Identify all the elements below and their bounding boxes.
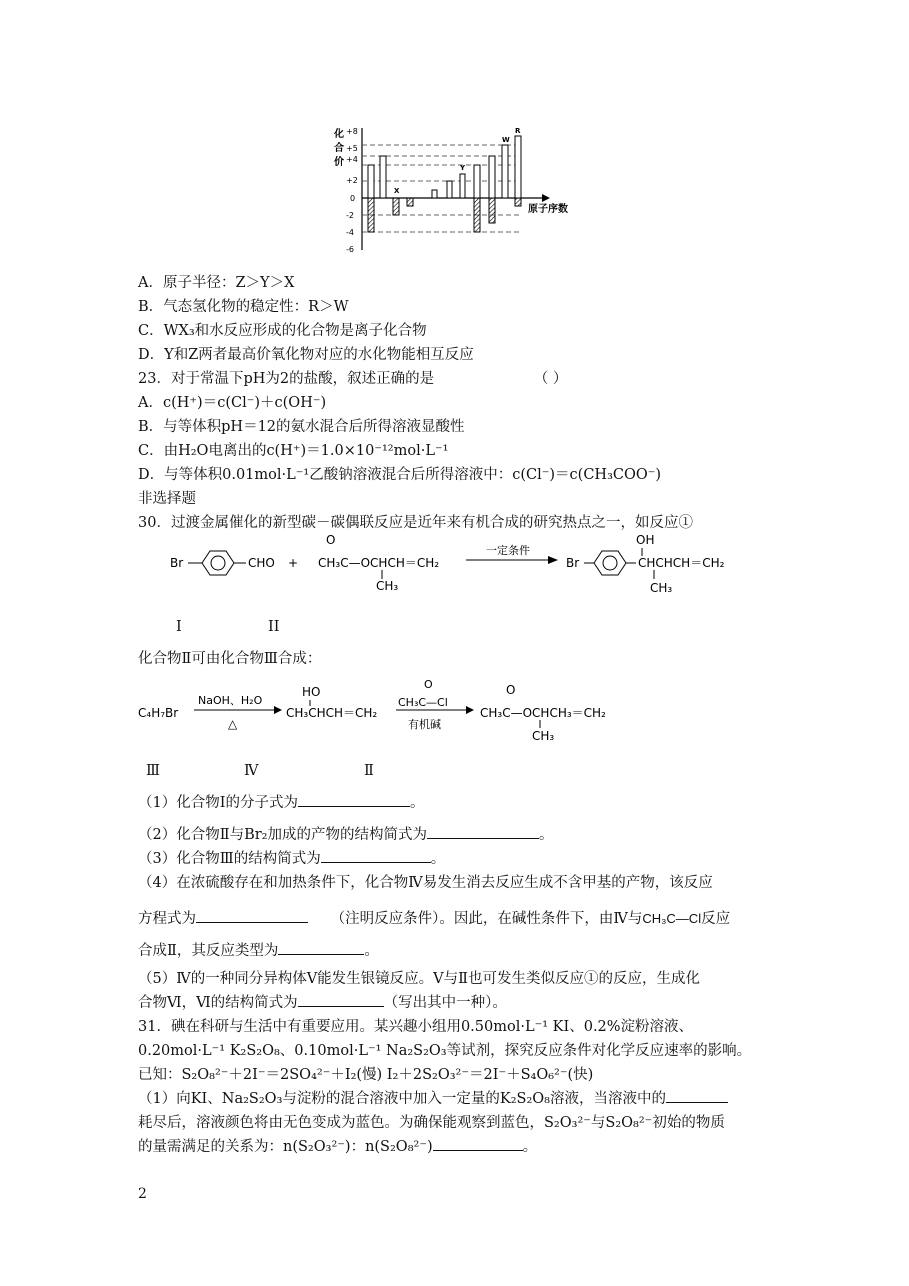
q30-part-5-text-a: 合物Ⅵ，Ⅵ的结构简式为 (138, 995, 298, 1011)
acetyl-chloride-formula: CH₃C—Cl (642, 911, 702, 926)
q30-part-1 (138, 792, 424, 814)
q31-line4 (138, 1088, 728, 1110)
r2-intermediate: CH₃CHCH＝CH₂ (286, 706, 378, 720)
q31-line5: 耗尽后，溶液颜色将由无色变成为蓝色。为确保能观察到蓝色，S₂O₃²⁻与S₂O₈²⁻初始的物质 (138, 1115, 725, 1131)
reaction-1-scheme (168, 532, 808, 602)
letter-r: R (515, 127, 521, 135)
r2-cond1-top: NaOH、H₂O (198, 694, 263, 707)
ytick: +5 (346, 144, 358, 153)
q30-stem: 30．过渡金属催化的新型碳－碳偶联反应是近年来有机合成的研究热点之一，如反应① (138, 515, 693, 531)
answer-blank[interactable] (298, 992, 384, 1007)
r1-label-i: I (176, 619, 182, 635)
q30-part-3-text: （3）化合物Ⅲ的结构简式为 (138, 851, 321, 867)
letter-y: Y (460, 164, 466, 172)
valence-graph (332, 124, 582, 259)
letter-w: W (502, 136, 510, 144)
r1-condition: 一定条件 (486, 544, 530, 557)
r1-product-main: CHCHCH＝CH₂ (638, 556, 725, 570)
period: 。 (430, 851, 446, 867)
letter-x: X (394, 187, 400, 195)
q23-stem (138, 368, 567, 390)
section-heading: 非选择题 (138, 491, 196, 507)
ytick: +2 (346, 176, 358, 185)
ytick: -4 (346, 228, 354, 237)
period: 。 (522, 1139, 538, 1155)
q30-part-4-text-a: 方程式为 (138, 911, 196, 927)
q23-option-b: B．与等体积pH＝12的氨水混合后所得溶液显酸性 (138, 419, 465, 435)
r2-start: C₄H₇Br (138, 706, 179, 720)
q31-line2: 0.20mol·L⁻¹ K₂S₂O₈、0.10mol·L⁻¹ Na₂S₂O₃等试剂，探究反应条件对化学反应速率的影响。 (138, 1043, 752, 1059)
q23-option-d: D．与等体积0.01mol·L⁻¹乙酸钠溶液混合后所得溶液中：c(Cl⁻)＝c(CH₃COO⁻) (138, 467, 662, 483)
q30-part-3 (138, 848, 445, 870)
r2-cond1-bottom: △ (228, 717, 238, 731)
period: 。 (409, 795, 425, 811)
r1-product-ch3: CH₃ (650, 581, 673, 595)
answer-blank[interactable] (666, 1088, 728, 1103)
period: 。 (364, 943, 379, 959)
r1-label-ii: II (268, 619, 280, 635)
r2-int-ho: HO (302, 685, 321, 699)
q22-option-b: B．气态氢化物的稳定性：R＞W (138, 299, 349, 315)
q22-option-d: D．Y和Z两者最高价氧化物对应的水化物能相互反应 (138, 347, 474, 363)
q23-answer-paren: （ ） (533, 371, 568, 387)
q30-part-4-line1: （4）在浓硫酸存在和加热条件下，化合物Ⅳ易发生消去反应生成不含甲基的产物，该反应 (138, 875, 713, 891)
r2-cond2-bottom: 有机碱 (408, 718, 441, 731)
r1-product-oh: OH (636, 533, 655, 547)
q30-intro-2: 化合物Ⅱ可由化合物Ⅲ合成： (138, 651, 322, 667)
q23-option-a: A．c(H⁺)＝c(Cl⁻)＋c(OH⁻) (138, 395, 327, 411)
q31-line6 (138, 1136, 537, 1158)
q31-ratio-text: 的量需满足的关系为：n(S₂O₃²⁻)：n(S₂O₈²⁻) (138, 1139, 433, 1155)
q23-stem-text: 23．对于常温下pH为2的盐酸，叙述正确的是 (138, 371, 435, 387)
ytick: +8 (346, 127, 358, 136)
q30-part-5-text-b: （写出其中一种）。 (383, 995, 507, 1011)
q31-line3: 已知：S₂O₈²⁻＋2I⁻＝2SO₄²⁻＋I₂(慢) I₂＋2S₂O₃²⁻＝2I⁻＋S₄O₆²⁻(快) (138, 1067, 594, 1083)
period: 。 (538, 827, 554, 843)
q30-part-5-line1: （5）Ⅳ的一种同分异构体Ⅴ能发生银镜反应。Ⅴ与Ⅱ也可发生类似反应①的反应，生成化 (138, 971, 701, 987)
r2-label-iv: Ⅳ (244, 763, 259, 779)
ytick: 0 (350, 194, 356, 203)
reaction-2-scheme (136, 680, 656, 750)
r2-product: CH₃C—OCHCH₃＝CH₂ (480, 706, 606, 720)
q30-part-1-text: （1）化合物Ⅰ的分子式为 (138, 795, 298, 811)
r1-ch3: CH₃ (376, 579, 399, 593)
r2-cond2-top: CH₃C—Cl (398, 696, 448, 709)
q30-part-2-text: （2）化合物Ⅱ与Br₂加成的产物的结构简式为 (138, 827, 427, 843)
q31-line1: 31．碘在科研与生活中有重要应用。某兴趣小组用0.50mol·L⁻¹ KI、0.2%淀粉溶液、 (138, 1019, 694, 1035)
r2-label-iii: Ⅲ (146, 763, 160, 779)
q30-part-4-line3 (138, 940, 379, 962)
x-axis-label: 原子序数 (528, 204, 568, 215)
r1-reactant2: CH₃C—OCHCH＝CH₂ (318, 556, 440, 570)
answer-blank[interactable] (278, 940, 364, 955)
r2-cond2-o: O (424, 680, 433, 691)
q30-part-4-line2 (138, 908, 730, 930)
q30-part-4-text-b: （注明反应条件）。因此，在碱性条件下，由Ⅳ与 (330, 911, 643, 927)
r2-prod-ch3: CH₃ (532, 729, 555, 743)
y-axis-char-1: 化 (334, 129, 344, 140)
r1-o: O (326, 533, 336, 547)
page-number: 2 (138, 1186, 147, 1202)
r1-product-br: Br (566, 556, 580, 570)
answer-blank[interactable] (433, 1136, 523, 1151)
q30-part-2 (138, 824, 553, 846)
q23-option-c: C．由H₂O电离出的c(H⁺)＝1.0×10⁻¹²mol·L⁻¹ (138, 443, 449, 459)
q31-part-1-text: （1）向KI、Na₂S₂O₃与淀粉的混合溶液中加入一定量的K₂S₂O₈溶液，当溶液中的 (138, 1091, 666, 1107)
r1-br: Br (170, 556, 184, 570)
r1-cho: CHO (248, 556, 275, 570)
ytick: -2 (346, 211, 354, 220)
r2-label-ii: Ⅱ (364, 763, 374, 779)
q30-part-5-line2 (138, 992, 507, 1014)
r1-plus: + (288, 556, 299, 570)
ytick: -6 (346, 245, 354, 254)
answer-blank[interactable] (321, 848, 431, 863)
answer-blank[interactable] (298, 792, 410, 807)
q30-part-4-text-d: 合成Ⅱ，其反应类型为 (138, 943, 279, 959)
y-axis-char-2: 合 (334, 143, 344, 154)
answer-blank[interactable] (196, 908, 308, 923)
answer-blank[interactable] (427, 824, 539, 839)
q22-option-c: C．WX₃和水反应形成的化合物是离子化合物 (138, 323, 427, 339)
r2-prod-o: O (506, 683, 516, 697)
ytick: +4 (346, 155, 358, 164)
q22-option-a: A．原子半径：Z＞Y＞X (138, 275, 295, 291)
y-axis-char-3: 价 (334, 157, 344, 168)
q30-part-4-text-c: 反应 (701, 911, 731, 927)
